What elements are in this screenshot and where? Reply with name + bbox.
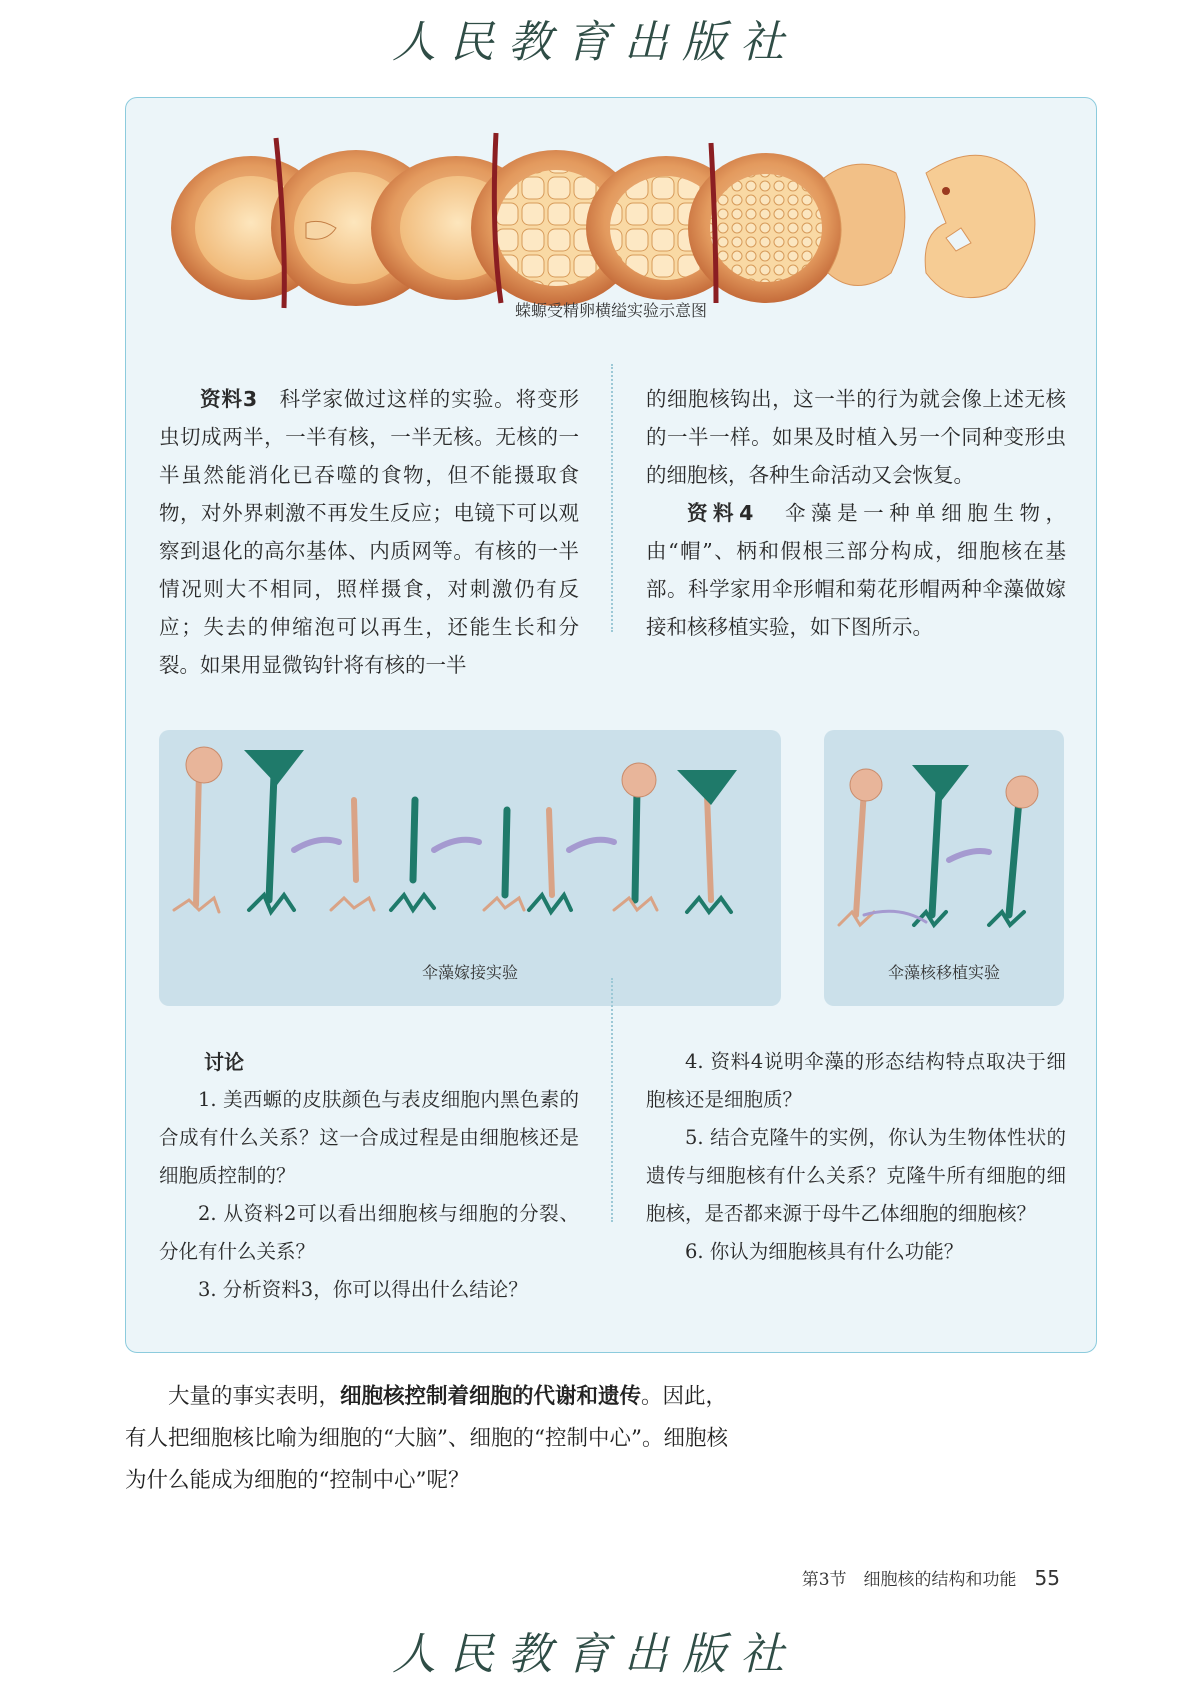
material3-label: 资料3: [200, 387, 258, 411]
graft-caption: 伞藻嫁接实验: [421, 963, 518, 982]
graft-experiment-panel: [159, 730, 781, 1006]
material-box: [125, 97, 1097, 1353]
page-number: 55: [1034, 1566, 1060, 1590]
arrow-1-icon: [294, 840, 339, 850]
arrow-2-icon: [434, 840, 479, 850]
discussion-right-column: [646, 1043, 1066, 1271]
transplant-caption: 伞藻核移植实验: [887, 963, 1000, 982]
publisher-watermark-top: 人民教育出版社: [392, 17, 798, 68]
conclusion-bold: 细胞核控制着细胞的代谢和遗传: [340, 1384, 642, 1409]
figure1-caption: 蝾螈受精卵横缢实验示意图: [514, 301, 707, 320]
footer-section: 第3节 细胞核的结构和功能: [801, 1570, 1017, 1590]
arrow-4-icon: [949, 851, 989, 860]
conclusion-rest: 因此，有人把细胞核比喻为细胞的“大脑”、细胞的“控制中心”。细胞核为什么能成为细胞的“控制中心”呢？: [125, 1384, 728, 1493]
material3-text-right: 的细胞核钩出，这一半的行为就会像上述无核的一半一样。如果及时植入另一个同种变形虫的细胞核，各种生命活动又会恢复。: [646, 387, 1066, 487]
flower-cap-alga-icon: [174, 747, 222, 912]
material4-label: 资料4: [687, 501, 754, 525]
discussion-q2: 2. 从资料2可以看出细胞核与细胞的分裂、分化有什么关系？: [159, 1202, 579, 1263]
graft-experiment-illustration: [159, 730, 781, 960]
discussion-title: 讨论: [204, 1050, 244, 1074]
arrow-3-icon: [569, 840, 614, 850]
conclusion-lead: 大量的事实表明，: [168, 1384, 341, 1409]
umbrella-cap-alga-icon: [244, 750, 304, 912]
discussion-q3: 3. 分析资料3，你可以得出什么结论？: [198, 1278, 528, 1301]
embryo-stage-4: [824, 155, 1035, 297]
column-divider-top: [611, 364, 613, 632]
publisher-watermark-bottom: 人民教育出版社: [392, 1629, 798, 1680]
material3-text-left: 科学家做过这样的实验。将变形虫切成两半，一半有核，一半无核。无核的一半虽然能消化已吞噬的食物，但不能摄取食物，对外界刺激不再发生反应；电镜下可以观察到退化的高尔基体、内质网等。有核的一半情况则大不相同，照样摄食，对刺激仍有反应；失去的伸缩泡可以再生，还能生长和分裂。如果用显微钩针将有核的一半: [159, 387, 580, 677]
egg-stage-3: [586, 143, 844, 303]
discussion-q6: 6. 你认为细胞核具有什么功能？: [685, 1240, 964, 1263]
nuclear-transplant-illustration: [824, 730, 1064, 960]
discussion-q5: 5. 结合克隆牛的实例，你认为生物体性状的遗传与细胞核有什么关系？克隆牛所有细胞的细胞核，是否都来源于母牛乙体细胞的细胞核？: [646, 1126, 1066, 1225]
page-footer: [802, 1565, 1060, 1590]
conclusion-paragraph: [125, 1376, 745, 1502]
nuclear-transplant-panel: [824, 730, 1064, 1006]
discussion-q4: 4. 资料4说明伞藻的形态结构特点取决于细胞核还是细胞质？: [646, 1050, 1066, 1111]
discussion-left-column: [159, 1043, 579, 1309]
material3-right-column: [646, 380, 1066, 646]
material4-text: 伞藻是一种单细胞生物，由“帽”、柄和假根三部分构成，细胞核在基部。科学家用伞形帽和菊花形帽两种伞藻做嫁接和核移植实验，如下图所示。: [646, 501, 1067, 639]
conclusion-after-bold: 。: [641, 1384, 663, 1409]
discussion-q1: 1. 美西螈的皮肤颜色与表皮细胞内黑色素的合成有什么关系？这一合成过程是由细胞核还是细胞质控制的？: [159, 1088, 579, 1187]
material3-left-column: [159, 380, 579, 684]
column-divider-bottom: [611, 978, 613, 1222]
